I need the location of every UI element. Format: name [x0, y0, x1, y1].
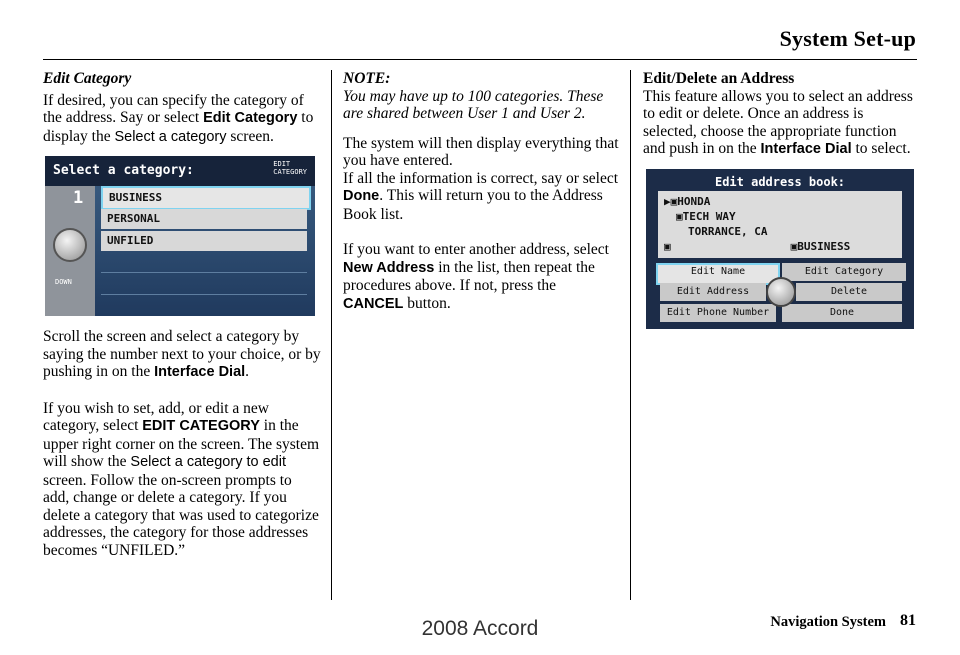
text-emphasis: Select a category: [114, 128, 227, 145]
header-divider: [43, 59, 917, 60]
text: If you want to enter another address, select: [343, 241, 609, 258]
paragraph: [343, 170, 619, 224]
list-item-empty: [101, 274, 307, 295]
page-number: 81: [900, 612, 916, 629]
watermark: 2008 Accord: [421, 617, 539, 640]
edit-address-button: Edit Address: [660, 283, 766, 301]
paragraph: [643, 88, 919, 159]
text: screen.: [226, 127, 274, 145]
address-line: ▶▣HONDA: [664, 194, 711, 208]
column-divider: [331, 70, 332, 600]
text: screen. Follow the on-screen prompts to add, change or delete a category. If you delete a category that was used to categorize addresses, the category for those addresses becomes “UNFILED.”: [43, 471, 319, 559]
text-emphasis: CANCEL: [343, 295, 404, 312]
paragraph: [43, 328, 321, 382]
edit-category-label: [273, 160, 307, 176]
edit-phone-number-button: Edit Phone Number: [660, 304, 776, 322]
interface-dial-icon: [766, 277, 796, 307]
text-emphasis: Edit Category: [203, 110, 298, 126]
address-line: ▣ ▣BUSINESS: [664, 239, 851, 253]
text: If you wish to set, add, or edit a new category, select: [43, 399, 269, 434]
down-label: DOWN: [55, 278, 72, 286]
paragraph: [43, 400, 321, 560]
text: in the list, then repeat the procedures above. If not, press the: [343, 258, 595, 294]
address-line: ▣TECH WAY: [676, 209, 736, 223]
column-middle: [343, 70, 619, 313]
text-emphasis: Interface Dial: [154, 364, 246, 380]
label-line: CATEGORY: [273, 168, 307, 176]
phone-icon: ▣: [676, 209, 683, 223]
category-icon: ▣: [790, 239, 798, 253]
screen-title: Edit address book:: [714, 174, 846, 189]
text-emphasis: New Address: [343, 259, 435, 276]
text: This feature allows you to select an address to edit or delete. Once an address is selected, choose the appropriate function and push in on the: [643, 87, 913, 157]
column-right: [643, 70, 919, 329]
text-emphasis: EDIT CATEGORY: [142, 418, 260, 434]
list-item-empty: [101, 252, 307, 273]
text: Scroll the screen and select a category by saying the number next to your choice, or by pushing in on the: [43, 328, 321, 380]
paragraph: The system will then display everything that you have entered.: [343, 134, 619, 169]
list-item: BUSINESS: [101, 186, 311, 210]
text: If all the information is correct, say or select: [343, 169, 619, 187]
text: .: [245, 363, 250, 380]
column-divider: [630, 70, 631, 600]
phone-icon: ▣: [664, 239, 671, 253]
page-title: System Set-up: [779, 26, 916, 51]
note-heading: NOTE:: [343, 70, 391, 87]
interface-dial-icon: [53, 228, 87, 262]
text-emphasis: Done: [343, 188, 380, 204]
edit-address-book-screenshot: [646, 169, 914, 329]
text: to display the: [43, 109, 314, 145]
text: to select.: [851, 140, 911, 157]
text: . This will return you to the Address Book list.: [343, 187, 603, 223]
section-heading: Edit/Delete an Address: [643, 70, 795, 87]
screen-title: Select a category:: [53, 163, 194, 178]
text-emphasis: Interface Dial: [760, 141, 852, 157]
section-heading: Edit Category: [43, 70, 132, 87]
edit-name-button: Edit Name: [656, 263, 780, 285]
paragraph: [343, 241, 619, 313]
row-number: 1: [73, 188, 84, 208]
address-info-panel: [658, 191, 902, 258]
note-text: You may have up to 100 categories. These are shared between User 1 and User 2.: [343, 87, 604, 122]
done-button: Done: [782, 304, 902, 322]
edit-category-button: Edit Category: [782, 263, 906, 281]
list-item: PERSONAL: [101, 209, 307, 229]
label-line: EDIT: [273, 160, 291, 168]
address-line: TORRANCE, CA: [688, 224, 768, 238]
home-icon: ▣: [670, 194, 678, 208]
text: button.: [403, 294, 451, 312]
text-emphasis: Select a category to edit: [130, 454, 286, 470]
delete-button: Delete: [796, 283, 902, 301]
footer-section-title: Navigation System: [770, 614, 886, 630]
column-left: [43, 70, 321, 559]
paragraph: [43, 92, 321, 147]
text: If desired, you can specify the category of the address. Say or select: [43, 91, 304, 126]
list-item: UNFILED: [101, 231, 307, 251]
text: in the upper right corner on the screen. The system will show the: [43, 417, 320, 470]
select-category-screenshot: [45, 156, 315, 316]
